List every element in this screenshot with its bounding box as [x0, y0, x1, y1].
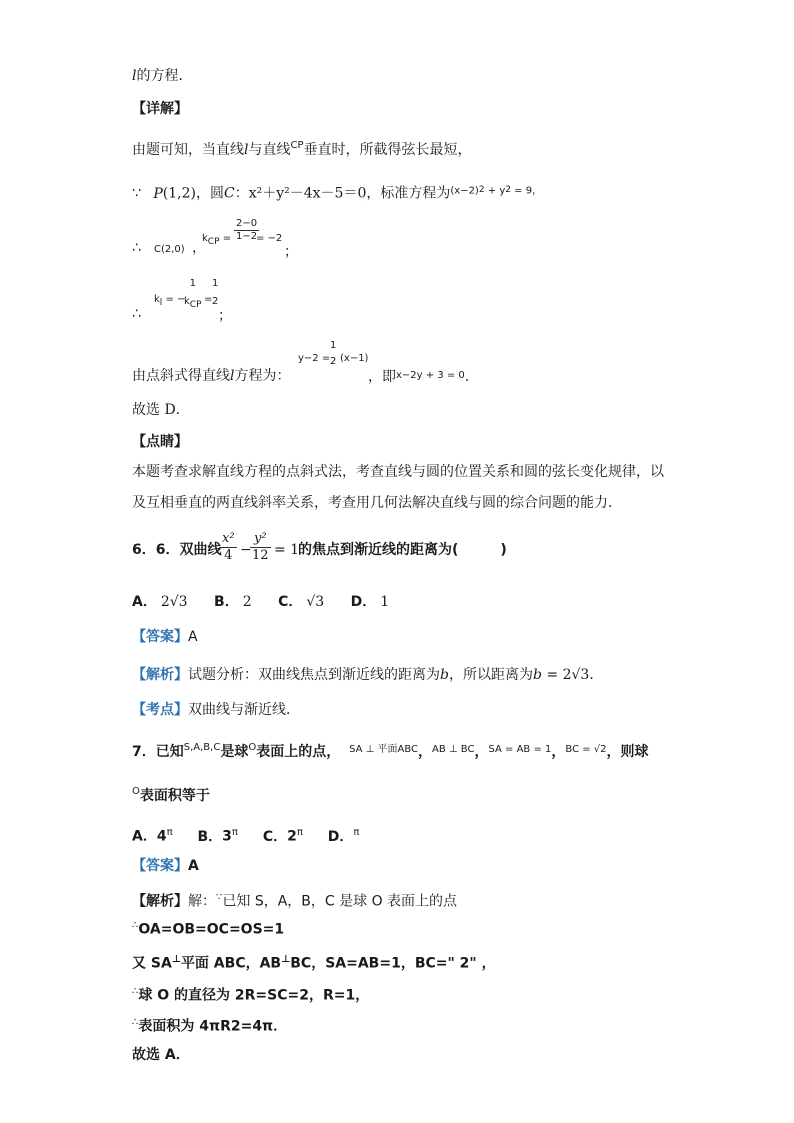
q7-analysis-line-3: 又 SA⊥平面 ABC，AB⊥BC，SA=AB=1，BC=" 2" ，: [132, 954, 496, 972]
comment-line-2: 及互相垂直的两直线斜率关系，考查用几何法解决直线与圆的综合问题的能力．: [132, 495, 622, 511]
detail-line-2: ∵ P(1,2)，圆C：x²＋y²－4x－5＝0，标准方程为$^{(x-2)2}$ $^{+ y2}$ $^{= 9,}$: [132, 185, 543, 202]
q6-point: 【考点】双曲线与渐近线．: [132, 702, 300, 718]
q6-x-fraction: $\frac{\text{x²}}{4}$: [222, 531, 235, 563]
point-slope-fraction: 1 2: [330, 340, 337, 367]
document-page: l的方程． 【详解】 由题可知，当直线l与直线$^{CP}$垂直时，所截得弦长最短， ∵ P(1,2)，圆C：x²＋y²－4x－5＝0，标准方程为$^{(x-2)2}$ $^{+ y2}$ $^{= 9,}$ ∴ C(2,0) ， $k_{CP}$ = $\frac{2-0}{1-2}$ = −2 ； ∴ $k_l$ = − 1 $k_{CP}$ = 1 2 ； 由点斜式得直线l方程为： y−2 = 1 2 (x−1) ，即$^{x-2y + 3 = 0}$. 故选 D． 【点睛】 本题考查求解直线方程的点斜式法，考查直线与圆的位置关系和圆的弦长变化规律，以 及互相垂直的两直线斜率关系，考查用几何法解决直线与圆的综合问题的能力． 6．6．双曲线 $\frac{\text{x²}}{4}$ − $\frac{\text{y²}}{12}$ = 1 的焦点到渐近线的距离为( ) A． 2√3 B． 2 C． √3 D． 1 【答案】A 【解析】试题分析：双曲线焦点到渐近线的距离为b，所以距离为b = 2√3． 【考点】双曲线与渐近线． 7．已知$^{S,A,B,C}$是球$^O$表面上的点， $^{SA \perp 平面ABC}$，$^{AB \perp BC}$，$^{SA = AB = 1}$，$^{BC = √2}$，则球 $^O$表面积等于 A．$4^\pi$ B．$3^\pi$ C．$2^\pi$ D．$^\pi$ 【答案】A 【解析】解：∵已知 S，A，B，C 是球 O 表面上的点 ∴OA=OB=OC=OS=1 又 SA⊥平面 ABC，AB⊥BC，SA=AB=1，BC=" 2" ， ∴球 O 的直径为 2R=SC=2，R=1， ∴表面积为 4πR2=4π． 故选 A．: [132, 68, 664, 1063]
kl-fraction: 1 $k_{CP}$: [184, 278, 202, 310]
detail-heading: 【详解】: [132, 101, 188, 117]
comment-line-1: 本题考查求解直线方程的点斜式法，考查直线与圆的位置关系和圆的弦长变化规律，以: [132, 464, 664, 480]
line-equation-tail: l的方程．: [132, 68, 193, 84]
q7-analysis-line-4: ∴球 O 的直径为 2R=SC=2，R=1，: [132, 986, 370, 1004]
q7-choose: 故选 A．: [132, 1047, 190, 1063]
kcp-fraction: $\frac{2-0}{1-2}$: [236, 218, 258, 242]
detail-line-5b: ，即$^{x-2y + 3 = 0}$.: [368, 369, 470, 385]
q6-y-fraction: $\frac{\text{y²}}{12}$: [252, 531, 269, 563]
q7-stem-line-1: 7．已知$^{S,A,B,C}$是球$^O$表面上的点， $^{SA \perp 平面ABC}$，$^{AB \perp BC}$，$^{SA = AB = 1}$，$^{BC = √2}$，则球: [132, 742, 649, 760]
q7-stem-line-2: $^O$表面积等于: [132, 786, 210, 804]
choose-d: 故选 D．: [132, 402, 190, 418]
q6-options: A． 2√3 B． 2 C． √3 D． 1: [132, 594, 390, 610]
q7-analysis-line-1: 【解析】解：∵已知 S，A，B，C 是球 O 表面上的点: [132, 892, 458, 910]
point-slope-right: (x−1): [340, 353, 369, 364]
q7-analysis-line-2: ∴OA=OB=OC=OS=1: [132, 920, 285, 938]
q6-stem-end: 的焦点到渐近线的距离为( ): [298, 542, 507, 558]
point-slope-left: y−2 =: [298, 353, 331, 364]
comment-heading: 【点睛】: [132, 434, 188, 450]
q6-eq: = 1: [274, 542, 300, 558]
q6-minus: −: [240, 542, 252, 558]
q6-answer: 【答案】A: [132, 629, 198, 645]
q7-options: A．$4^\pi$ B．$3^\pi$ C．$2^\pi$ D．$^\pi$: [132, 827, 360, 845]
half-fraction: 1 2: [212, 278, 219, 307]
q6-analysis: 【解析】试题分析：双曲线焦点到渐近线的距离为b，所以距离为b = 2√3．: [132, 667, 604, 683]
q6-stem-start: 6．6．双曲线: [132, 542, 222, 558]
q7-analysis-line-5: ∴表面积为 4πR2=4π．: [132, 1017, 288, 1035]
detail-line-5: 由点斜式得直线l方程为：: [132, 368, 291, 384]
detail-line-1: 由题可知，当直线l与直线$^{CP}$垂直时，所截得弦长最短，: [132, 140, 472, 158]
q7-answer: 【答案】A: [132, 858, 199, 874]
